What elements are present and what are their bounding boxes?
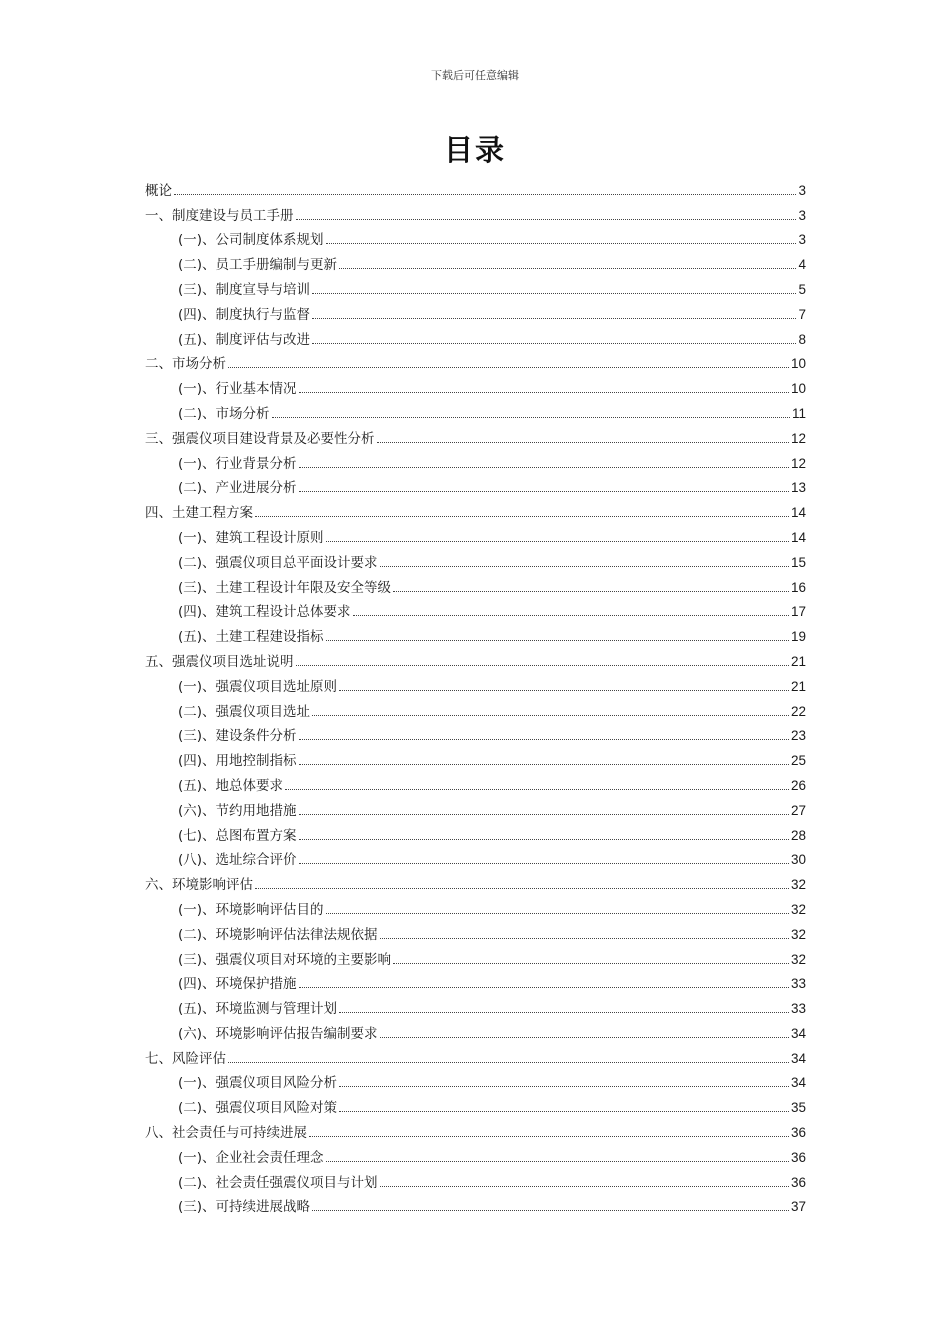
toc-entry-page-number: 11 — [791, 405, 806, 421]
toc-entry-label: (二)、强震仪项目总平面设计要求 — [178, 554, 378, 571]
toc-dot-leader — [326, 640, 789, 641]
toc-dot-leader — [312, 318, 796, 319]
toc-entry-page-number: 19 — [790, 629, 806, 645]
toc-entry-label: (六)、环境影响评估报告编制要求 — [178, 1025, 378, 1042]
toc-entry-page-number: 33 — [790, 976, 806, 992]
toc-dot-leader — [393, 963, 789, 964]
toc-entry-page-number: 14 — [790, 529, 806, 545]
toc-entry-label: (四)、建筑工程设计总体要求 — [178, 604, 351, 621]
toc-dot-leader — [299, 739, 789, 740]
toc-dot-leader — [353, 615, 789, 616]
toc-dot-leader — [326, 913, 789, 914]
toc-entry-label: 四、土建工程方案 — [145, 505, 253, 522]
toc-dot-leader — [339, 1012, 789, 1013]
toc-dot-leader — [255, 888, 789, 889]
toc-entry-page-number: 8 — [798, 331, 806, 347]
toc-entry-page-number: 26 — [790, 777, 806, 793]
toc-entry-page-number: 36 — [790, 1174, 806, 1190]
toc-dot-leader — [285, 789, 789, 790]
toc-entry[interactable] — [145, 422, 806, 447]
toc-entry[interactable] — [145, 472, 806, 497]
toc-dot-leader — [339, 1111, 789, 1112]
toc-entry[interactable] — [145, 893, 806, 918]
toc-dot-leader — [299, 392, 789, 393]
toc-dot-leader — [326, 243, 797, 244]
toc-dot-leader — [339, 690, 789, 691]
toc-entry-label: (三)、建设条件分析 — [178, 728, 297, 745]
toc-entry-label: (一)、公司制度体系规划 — [178, 232, 324, 249]
toc-dot-leader — [380, 1186, 789, 1187]
toc-entry[interactable] — [145, 298, 806, 323]
page-title: 目录 — [443, 133, 506, 167]
toc-entry-label: 七、风险评估 — [145, 1050, 226, 1067]
toc-entry[interactable] — [145, 744, 806, 769]
toc-dot-leader — [377, 442, 789, 443]
toc-entry-page-number: 10 — [790, 356, 806, 372]
toc-entry-page-number: 36 — [790, 1125, 806, 1141]
toc-entry-page-number: 15 — [790, 554, 806, 570]
toc-entry-page-number: 5 — [798, 281, 806, 297]
toc-entry-label: (五)、土建工程建设指标 — [178, 629, 324, 646]
toc-entry-label: (三)、制度宣导与培训 — [178, 281, 311, 298]
toc-entry[interactable] — [145, 1116, 806, 1141]
toc-entry[interactable] — [145, 1191, 806, 1216]
toc-entry[interactable] — [145, 769, 806, 794]
toc-entry[interactable] — [145, 819, 806, 844]
toc-entry-page-number: 16 — [790, 579, 806, 595]
toc-entry-page-number: 27 — [790, 802, 806, 818]
toc-dot-leader — [339, 268, 796, 269]
toc-entry[interactable] — [145, 844, 806, 869]
toc-entry-label: 三、强震仪项目建设背景及必要性分析 — [145, 430, 375, 447]
toc-entry-page-number: 32 — [790, 877, 806, 893]
toc-entry[interactable] — [145, 199, 806, 224]
toc-entry-label: (三)、强震仪项目对环境的主要影响 — [178, 951, 392, 968]
toc-entry-label: (五)、地总体要求 — [178, 777, 284, 794]
toc-dot-leader — [393, 591, 789, 592]
toc-entry-label: 一、制度建设与员工手册 — [145, 207, 294, 224]
toc-entry-page-number: 3 — [798, 232, 806, 248]
toc-entry[interactable] — [145, 720, 806, 745]
toc-entry-page-number: 36 — [790, 1149, 806, 1165]
toc-entry-page-number: 4 — [798, 257, 806, 273]
toc-entry-page-number: 30 — [790, 852, 806, 868]
toc-entry[interactable] — [145, 1067, 806, 1092]
toc-dot-leader — [272, 417, 790, 418]
toc-entry-page-number: 32 — [790, 926, 806, 942]
toc-entry-page-number: 34 — [790, 1050, 806, 1066]
toc-entry-label: 六、环境影响评估 — [145, 877, 253, 894]
toc-entry[interactable] — [145, 348, 806, 373]
toc-dot-leader — [228, 1062, 789, 1063]
toc-entry[interactable] — [145, 1141, 806, 1166]
toc-dot-leader — [174, 194, 796, 195]
toc-dot-leader — [380, 938, 789, 939]
toc-entry-page-number: 33 — [790, 1001, 806, 1017]
toc-entry-label: (五)、制度评估与改进 — [178, 331, 311, 348]
toc-entry[interactable] — [145, 372, 806, 397]
toc-entry[interactable] — [145, 273, 806, 298]
toc-entry-label: (八)、选址综合评价 — [178, 852, 297, 869]
toc-entry[interactable] — [145, 794, 806, 819]
toc-entry-label: (二)、市场分析 — [178, 405, 270, 422]
toc-dot-leader — [255, 516, 789, 517]
toc-entry[interactable] — [145, 868, 806, 893]
toc-entry-label: (二)、社会责任强震仪项目与计划 — [178, 1174, 378, 1191]
toc-entry[interactable] — [145, 918, 806, 943]
toc-entry-label: 八、社会责任与可持续进展 — [145, 1125, 307, 1142]
toc-entry[interactable] — [145, 968, 806, 993]
toc-entry[interactable] — [145, 645, 806, 670]
toc-dot-leader — [296, 665, 789, 666]
toc-entry[interactable] — [145, 224, 806, 249]
toc-dot-leader — [312, 343, 796, 344]
toc-entry-page-number: 12 — [790, 455, 806, 471]
toc-entry-page-number: 12 — [790, 430, 806, 446]
toc-entry-page-number: 13 — [790, 480, 806, 496]
toc-entry[interactable] — [145, 447, 806, 472]
toc-entry[interactable] — [145, 323, 806, 348]
toc-entry[interactable] — [145, 1166, 806, 1191]
toc-entry[interactable] — [145, 670, 806, 695]
toc-dot-leader — [312, 1210, 789, 1211]
toc-entry-label: (三)、可持续进展战略 — [178, 1199, 311, 1216]
toc-entry-page-number: 10 — [790, 381, 806, 397]
toc-entry-page-number: 32 — [790, 901, 806, 917]
toc-entry-label: 二、市场分析 — [145, 356, 226, 373]
toc-entry[interactable] — [145, 546, 806, 571]
toc-entry-label: (二)、员工手册编制与更新 — [178, 257, 338, 274]
toc-entry-page-number: 21 — [790, 653, 806, 669]
toc-entry-label: (一)、行业背景分析 — [178, 455, 297, 472]
toc-dot-leader — [339, 1086, 789, 1087]
toc-dot-leader — [309, 1136, 789, 1137]
toc-entry-label: 五、强震仪项目选址说明 — [145, 653, 294, 670]
toc-entry-page-number: 17 — [790, 604, 806, 620]
toc-dot-leader — [326, 1161, 789, 1162]
toc-entry-page-number: 3 — [798, 182, 806, 198]
toc-entry[interactable] — [145, 174, 806, 199]
toc-dot-leader — [380, 1037, 789, 1038]
header-note: 下载后可任意编辑 — [431, 69, 519, 82]
toc-entry-label: (七)、总图布置方案 — [178, 827, 297, 844]
toc-entry[interactable] — [145, 571, 806, 596]
toc-entry[interactable] — [145, 397, 806, 422]
toc-entry[interactable] — [145, 695, 806, 720]
toc-dot-leader — [380, 566, 789, 567]
toc-entry-page-number: 3 — [798, 207, 806, 223]
toc-entry-label: (一)、强震仪项目选址原则 — [178, 678, 338, 695]
toc-entry-page-number: 21 — [790, 678, 806, 694]
toc-entry[interactable] — [145, 1017, 806, 1042]
toc-entry-label: (一)、企业社会责任理念 — [178, 1149, 324, 1166]
toc-dot-leader — [299, 467, 789, 468]
toc-dot-leader — [228, 367, 789, 368]
toc-dot-leader — [312, 293, 796, 294]
toc-entry-label: (二)、环境影响评估法律法规依据 — [178, 926, 378, 943]
toc-entry-label: (四)、环境保护措施 — [178, 976, 297, 993]
toc-entry-page-number: 23 — [790, 728, 806, 744]
toc-dot-leader — [299, 839, 789, 840]
toc-entry[interactable] — [145, 943, 806, 968]
toc-entry-label: (一)、行业基本情况 — [178, 381, 297, 398]
toc-dot-leader — [299, 987, 789, 988]
toc-entry-label: (一)、环境影响评估目的 — [178, 901, 324, 918]
toc-entry[interactable] — [145, 1091, 806, 1116]
toc-entry[interactable] — [145, 596, 806, 621]
toc-entry-page-number: 37 — [790, 1199, 806, 1215]
toc-entry-label: (五)、环境监测与管理计划 — [178, 1001, 338, 1018]
toc-entry-page-number: 34 — [790, 1025, 806, 1041]
toc-entry-label: (一)、建筑工程设计原则 — [178, 529, 324, 546]
toc-entry-label: (一)、强震仪项目风险分析 — [178, 1075, 338, 1092]
toc-dot-leader — [299, 814, 789, 815]
toc-dot-leader — [299, 491, 789, 492]
toc-entry[interactable] — [145, 620, 806, 645]
toc-entry-page-number: 34 — [790, 1075, 806, 1091]
toc-entry-label: (二)、强震仪项目选址 — [178, 703, 311, 720]
toc-entry[interactable] — [145, 1042, 806, 1067]
toc-entry-page-number: 35 — [790, 1100, 806, 1116]
toc-dot-leader — [299, 764, 789, 765]
toc-entry[interactable] — [145, 496, 806, 521]
toc-entry[interactable] — [145, 992, 806, 1017]
toc-dot-leader — [296, 219, 797, 220]
toc-entry-page-number: 7 — [798, 306, 806, 322]
toc-dot-leader — [299, 863, 789, 864]
toc-entry-label: (六)、节约用地措施 — [178, 802, 297, 819]
toc-entry-page-number: 22 — [790, 703, 806, 719]
toc-entry[interactable] — [145, 521, 806, 546]
toc-entry-label: (三)、土建工程设计年限及安全等级 — [178, 579, 392, 596]
toc-entry-page-number: 14 — [790, 505, 806, 521]
toc-entry-label: (二)、强震仪项目风险对策 — [178, 1100, 338, 1117]
toc-entry[interactable] — [145, 248, 806, 273]
toc-entry-page-number: 32 — [790, 951, 806, 967]
toc-dot-leader — [326, 541, 789, 542]
toc-entry-label: 概论 — [145, 182, 172, 199]
table-of-contents — [145, 174, 806, 1215]
toc-entry-page-number: 25 — [790, 753, 806, 769]
toc-entry-label: (二)、产业进展分析 — [178, 480, 297, 497]
toc-dot-leader — [312, 715, 789, 716]
toc-entry-label: (四)、制度执行与监督 — [178, 306, 311, 323]
toc-entry-label: (四)、用地控制指标 — [178, 753, 297, 770]
toc-entry-page-number: 28 — [790, 827, 806, 843]
